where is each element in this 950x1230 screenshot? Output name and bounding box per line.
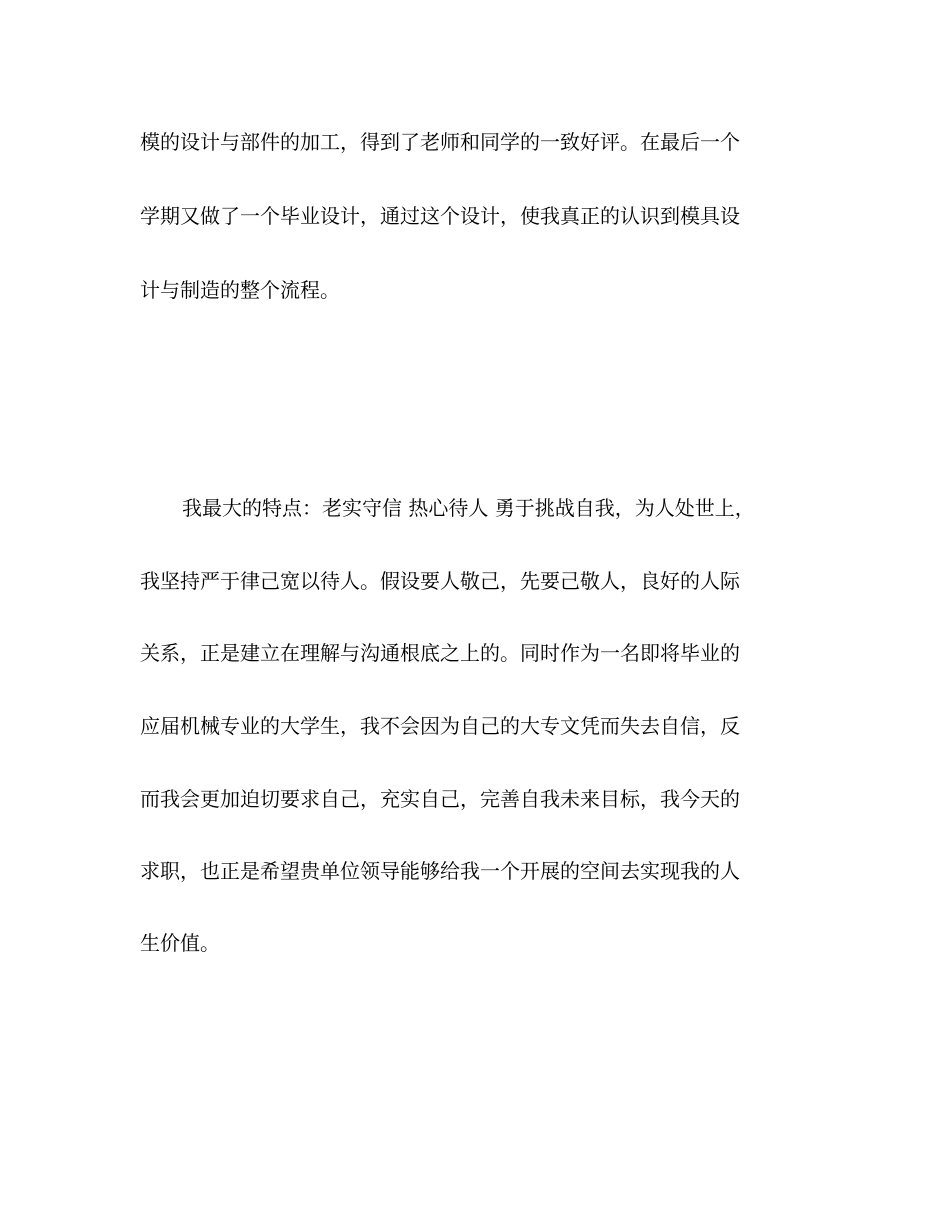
text-line: 关系，正是建立在理解与沟通根底之上的。同时作为一名即将毕业的 [140,641,740,665]
text-line: 计与制造的整个流程。 [140,278,340,302]
text-line: 求职，也正是希望贵单位领导能够给我一个开展的空间去实现我的人 [140,859,740,883]
text-line: 模的设计与部件的加工，得到了老师和同学的一致好评。在最后一个 [140,130,740,154]
text-line: 我坚持严于律己宽以待人。假设要人敬己，先要己敬人，良好的人际 [140,569,740,593]
text-line: 而我会更加迫切要求自己，充实自己，完善自我未来目标，我今天的 [140,787,740,811]
text-line: 我最大的特点：老实守信 热心待人 勇于挑战自我，为人处世上， [182,496,755,520]
text-line: 生价值。 [140,931,220,955]
text-line: 学期又做了一个毕业设计，通过这个设计，使我真正的认识到模具设 [140,204,740,228]
text-line: 应届机械专业的大学生，我不会因为自己的大专文凭而失去自信，反 [140,714,740,738]
